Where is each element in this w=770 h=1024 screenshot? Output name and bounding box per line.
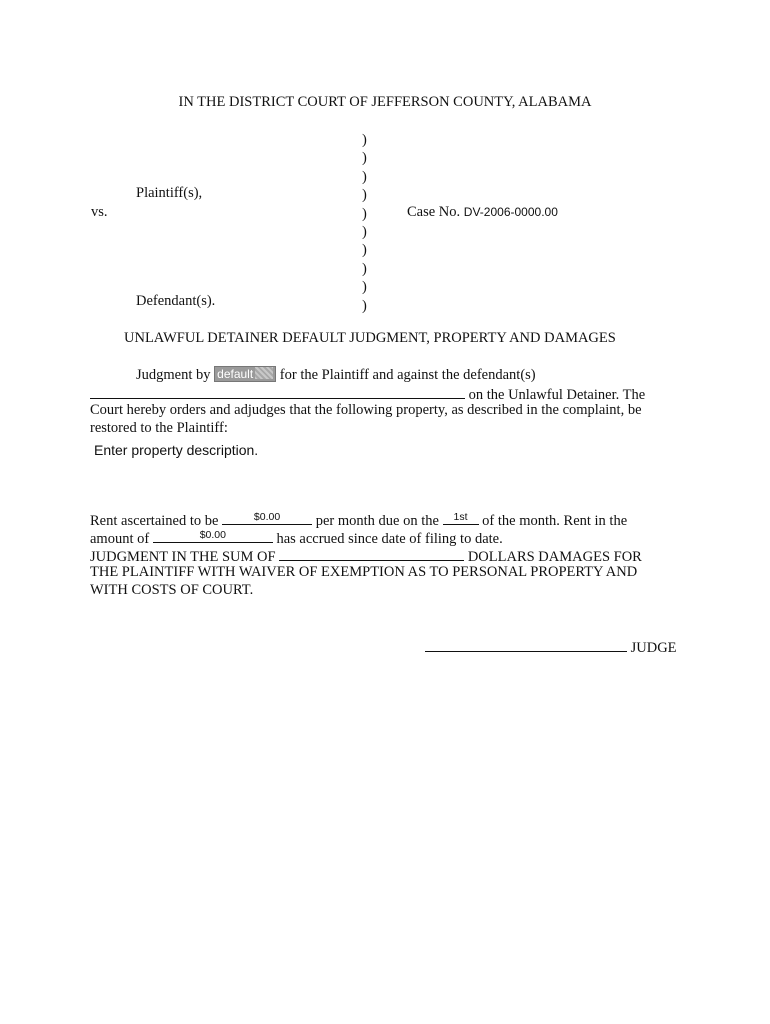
due-day-value: 1st (453, 511, 468, 523)
rent-suffix: of the month. Rent in the (482, 513, 628, 529)
plaintiff-label: Plaintiff(s), (136, 185, 203, 201)
rent-mid: per month due on the (315, 513, 439, 529)
paren: ) (362, 242, 367, 259)
dropdown-arrow-icon[interactable] (255, 367, 273, 379)
judgment-line-4: restored to the Plaintiff: (90, 420, 228, 436)
document-title: UNLAWFUL DETAINER DEFAULT JUDGMENT, PROPERTY AND DAMAGES (124, 330, 616, 346)
amount-suffix: has accrued since date of filing to date. (276, 531, 503, 547)
damages-line-2: THE PLAINTIFF WITH WAIVER OF EXEMPTION AS TO PERSONAL PROPERTY AND (90, 564, 638, 580)
paren: ) (362, 150, 367, 167)
paren: ) (362, 132, 367, 148)
judgment-prefix: Judgment by (136, 367, 211, 383)
paren: ) (362, 260, 367, 277)
case-number (407, 204, 558, 221)
judgment-method-value: default (217, 367, 254, 381)
paren: ) (362, 168, 367, 185)
judgment-line-1 (136, 366, 536, 384)
court-heading: IN THE DISTRICT COURT OF JEFFERSON COUNTY, ALABAMA (178, 94, 592, 110)
damages-sum-field[interactable] (279, 546, 464, 561)
paren: ) (362, 205, 367, 222)
accrued-amount-value: $0.00 (199, 529, 226, 541)
rent-amount-field[interactable] (222, 510, 312, 525)
judge-signature (425, 637, 677, 657)
judgment-method-dropdown[interactable] (214, 366, 276, 382)
damages-line-1 (90, 546, 642, 566)
rent-amount-value: $0.00 (253, 511, 281, 523)
accrued-amount-field[interactable] (153, 528, 273, 543)
damages-suffix: DOLLARS DAMAGES FOR (467, 549, 642, 565)
rent-line-2 (90, 528, 503, 548)
property-description-field[interactable]: Enter property description. (94, 442, 259, 458)
case-no-field[interactable]: DV-2006-0000.00 (463, 205, 558, 219)
caption-parentheses (362, 131, 367, 315)
judgment-line2-suffix: on the Unlawful Detainer. The (468, 387, 646, 403)
judge-label: JUDGE (630, 640, 677, 656)
vs-label: vs. (91, 204, 108, 220)
due-day-field[interactable] (443, 510, 479, 525)
damages-line-3: WITH COSTS OF COURT. (90, 582, 254, 598)
defendant-name-field[interactable] (90, 384, 465, 399)
paren: ) (362, 224, 367, 241)
paren: ) (362, 297, 367, 314)
paren: ) (362, 279, 367, 296)
judge-signature-line[interactable] (425, 637, 627, 652)
judgment-suffix: for the Plaintiff and against the defendant(s) (279, 367, 536, 383)
case-no-label: Case No. (407, 204, 461, 220)
rent-line-1 (90, 510, 627, 530)
damages-prefix: JUDGMENT IN THE SUM OF (90, 549, 276, 565)
paren: ) (362, 187, 367, 204)
amount-prefix: amount of (90, 531, 150, 547)
judgment-line-2 (90, 384, 645, 404)
judgment-line-3: Court hereby orders and adjudges that the following property, as described in the complaint, be (90, 402, 642, 418)
defendant-label: Defendant(s). (136, 293, 216, 309)
rent-prefix: Rent ascertained to be (90, 513, 219, 529)
